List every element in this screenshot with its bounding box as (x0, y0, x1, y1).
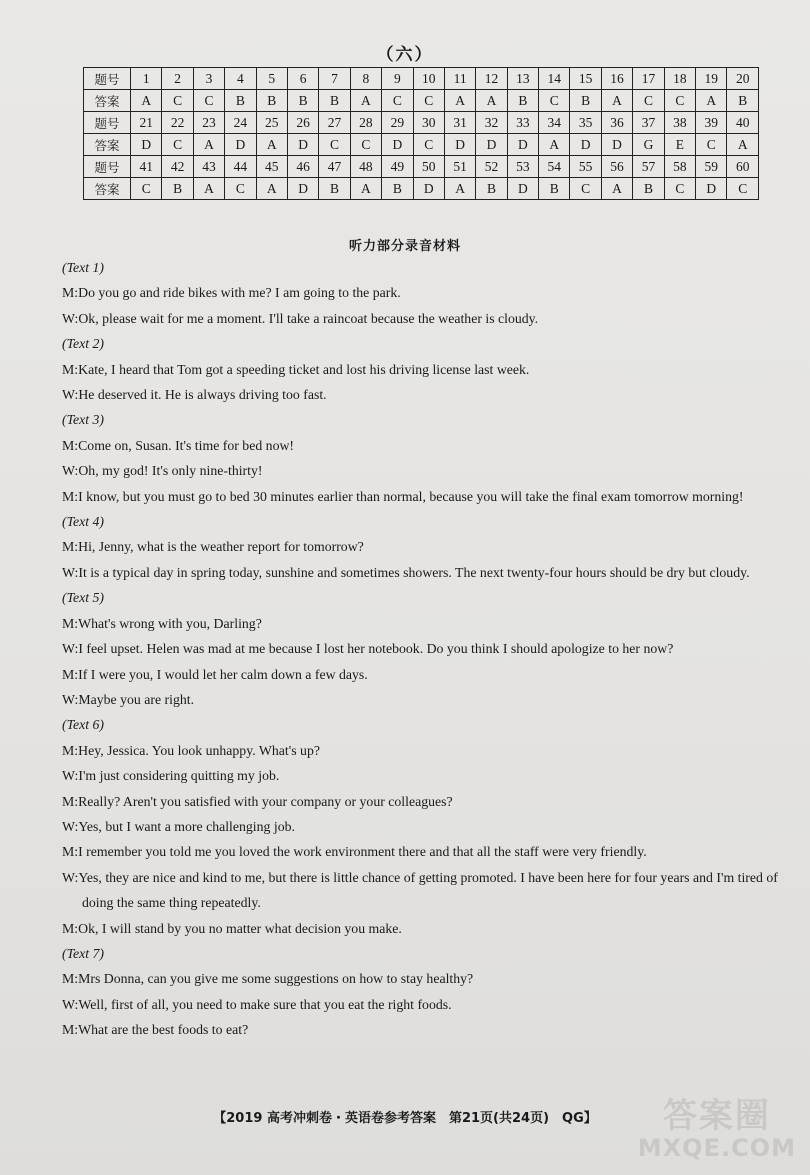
table-cell: D (131, 134, 162, 156)
table-cell: C (193, 90, 224, 112)
table-cell: B (476, 178, 507, 200)
table-cell: A (444, 178, 475, 200)
table-cell: 58 (664, 156, 695, 178)
table-cell: D (601, 134, 632, 156)
table-cell: 30 (413, 112, 444, 134)
row-header: 题号 (84, 156, 131, 178)
table-cell: 51 (444, 156, 475, 178)
table-cell: 38 (664, 112, 695, 134)
table-cell: C (350, 134, 381, 156)
table-cell: D (225, 134, 256, 156)
table-cell: 16 (601, 68, 632, 90)
table-row (84, 156, 759, 178)
table-cell: A (476, 90, 507, 112)
table-cell: B (633, 178, 664, 200)
section-title: 听力部分录音材料 (348, 239, 461, 254)
table-cell: D (696, 178, 727, 200)
row-header: 答案 (84, 178, 131, 200)
table-cell: A (350, 178, 381, 200)
table-cell: 23 (193, 112, 224, 134)
table-cell: 4 (225, 68, 256, 90)
table-cell: G (633, 134, 664, 156)
table-cell: 42 (162, 156, 193, 178)
table-row (84, 90, 759, 112)
table-cell: C (131, 178, 162, 200)
dialogue-line: M:What's wrong with you, Darling? (62, 615, 262, 631)
dialogue-line: M:Kate, I heard that Tom got a speeding ticket and lost his driving license last week. (62, 361, 530, 377)
table-cell: D (413, 178, 444, 200)
table-cell: C (319, 134, 350, 156)
table-cell: 20 (727, 68, 759, 90)
row-header: 答案 (84, 90, 131, 112)
dialogue-line: M:Hey, Jessica. You look unhappy. What's up? (62, 742, 320, 758)
table-cell: D (382, 134, 413, 156)
table-cell: 32 (476, 112, 507, 134)
table-cell: B (539, 178, 570, 200)
text-label: (Text 2) (62, 336, 105, 352)
table-cell: 3 (193, 68, 224, 90)
table-cell: 7 (319, 68, 350, 90)
table-cell: C (413, 90, 444, 112)
watermark (638, 1097, 796, 1161)
dialogue-line: W:Ok, please wait for me a moment. I'll take a raincoat because the weather is cloudy. (62, 310, 539, 326)
dialogue-line: W:He deserved it. He is always driving too fast. (62, 387, 327, 403)
table-cell: 24 (225, 112, 256, 134)
answer-table (83, 67, 759, 200)
table-cell: 2 (162, 68, 193, 90)
table-cell: A (193, 178, 224, 200)
table-cell: A (193, 134, 224, 156)
table-cell: D (570, 134, 601, 156)
table-cell: 53 (507, 156, 538, 178)
row-header: 答案 (84, 134, 131, 156)
table-cell: A (601, 178, 632, 200)
table-cell: 36 (601, 112, 632, 134)
table-cell: 52 (476, 156, 507, 178)
table-cell: B (225, 90, 256, 112)
table-cell: 57 (633, 156, 664, 178)
table-cell: 5 (256, 68, 287, 90)
table-cell: A (131, 90, 162, 112)
table-cell: 50 (413, 156, 444, 178)
watermark-main: 答案圈 (662, 1096, 771, 1136)
table-cell: 12 (476, 68, 507, 90)
table-cell: C (633, 90, 664, 112)
table-cell: 18 (664, 68, 695, 90)
table-cell: B (570, 90, 601, 112)
dialogue-line: M:I know, but you must go to bed 30 minutes earlier than normal, because you will take the final exam tomorrow morning! (62, 488, 744, 504)
table-cell: D (287, 134, 318, 156)
table-cell: 1 (131, 68, 162, 90)
table-cell: D (507, 178, 538, 200)
table-cell: 17 (633, 68, 664, 90)
table-cell: 31 (444, 112, 475, 134)
table-cell: C (696, 134, 727, 156)
table-cell: C (570, 178, 601, 200)
dialogue-line: W:Yes, but I want a more challenging job. (62, 818, 295, 834)
table-cell: 40 (727, 112, 759, 134)
dialogue-line: M:Come on, Susan. It's time for bed now! (62, 437, 295, 453)
row-header: 题号 (84, 112, 131, 134)
table-cell: 37 (633, 112, 664, 134)
dialogue-line: W:I'm just considering quitting my job. (62, 768, 280, 784)
dialogue-line: W:Yes, they are nice and kind to me, but there is little chance of getting promoted. I have been here for four years and I'm tired of doing the same thing repeatedly. (62, 869, 778, 911)
dialogue-line: M:Ok, I will stand by you no matter what decision you make. (62, 920, 402, 936)
table-row (84, 68, 759, 90)
table-cell: C (382, 90, 413, 112)
table-cell: 45 (256, 156, 287, 178)
table-cell: B (319, 90, 350, 112)
table-cell: C (162, 90, 193, 112)
table-cell: 8 (350, 68, 381, 90)
text-label: (Text 5) (62, 590, 105, 606)
table-cell: 11 (444, 68, 475, 90)
dialogue-line: M:Really? Aren't you satisfied with your company or your colleagues? (62, 793, 453, 809)
table-cell: 48 (350, 156, 381, 178)
table-cell: B (382, 178, 413, 200)
table-cell: 25 (256, 112, 287, 134)
table-cell: 13 (507, 68, 538, 90)
table-cell: A (444, 90, 475, 112)
table-cell: 14 (539, 68, 570, 90)
table-cell: E (664, 134, 695, 156)
table-cell: C (664, 90, 695, 112)
table-cell: 49 (382, 156, 413, 178)
dialogue-line: M:I remember you told me you loved the work environment there and that all the staff were very friendly. (62, 844, 647, 860)
table-cell: 6 (287, 68, 318, 90)
watermark-sub: MXQE.COM (637, 1134, 796, 1162)
page-footer: 【2019 高考冲刺卷・英语卷参考答案 第21页(共24页) QG】 (213, 1111, 597, 1126)
table-cell: 39 (696, 112, 727, 134)
table-cell: C (727, 178, 759, 200)
table-cell: 29 (382, 112, 413, 134)
table-cell: 28 (350, 112, 381, 134)
table-cell: D (507, 134, 538, 156)
table-cell: 19 (696, 68, 727, 90)
table-cell: 41 (131, 156, 162, 178)
text-label: (Text 7) (62, 945, 105, 961)
table-cell: B (727, 90, 759, 112)
table-row (84, 178, 759, 200)
table-cell: C (162, 134, 193, 156)
table-cell: 54 (539, 156, 570, 178)
listening-transcript (62, 255, 790, 1043)
table-cell: A (256, 178, 287, 200)
table-cell: 35 (570, 112, 601, 134)
table-cell: C (664, 178, 695, 200)
dialogue-line: M:Do you go and ride bikes with me? I am going to the park. (62, 285, 401, 301)
page-title: （六） (376, 45, 434, 65)
table-cell: B (162, 178, 193, 200)
table-cell: D (287, 178, 318, 200)
table-row (84, 112, 759, 134)
table-cell: 47 (319, 156, 350, 178)
dialogue-line: W:I feel upset. Helen was mad at me because I lost her notebook. Do you think I should apologize to her now? (62, 641, 674, 657)
table-cell: 15 (570, 68, 601, 90)
table-cell: 55 (570, 156, 601, 178)
table-cell: 59 (696, 156, 727, 178)
table-cell: A (727, 134, 759, 156)
table-cell: 44 (225, 156, 256, 178)
table-cell: D (444, 134, 475, 156)
table-row (84, 134, 759, 156)
table-cell: A (256, 134, 287, 156)
dialogue-line: W:Oh, my god! It's only nine-thirty! (62, 463, 263, 479)
table-cell: D (476, 134, 507, 156)
dialogue-line: M:Hi, Jenny, what is the weather report for tomorrow? (62, 539, 364, 555)
text-label: (Text 3) (62, 412, 105, 428)
table-cell: 34 (539, 112, 570, 134)
row-header: 题号 (84, 68, 131, 90)
table-cell: 43 (193, 156, 224, 178)
dialogue-line: W:It is a typical day in spring today, sunshine and sometimes showers. The next twenty-four hours should be dry but cloudy. (62, 564, 750, 580)
table-cell: 46 (287, 156, 318, 178)
table-cell: C (539, 90, 570, 112)
dialogue-line: W:Well, first of all, you need to make sure that you eat the right foods. (62, 996, 452, 1012)
text-label: (Text 4) (62, 514, 105, 530)
table-cell: 33 (507, 112, 538, 134)
table-cell: B (507, 90, 538, 112)
table-cell: B (256, 90, 287, 112)
table-cell: 56 (601, 156, 632, 178)
table-cell: 21 (131, 112, 162, 134)
table-cell: A (350, 90, 381, 112)
dialogue-line: M:What are the best foods to eat? (62, 1022, 249, 1038)
table-cell: 60 (727, 156, 759, 178)
table-cell: A (696, 90, 727, 112)
text-label: (Text 6) (62, 717, 105, 733)
table-cell: 27 (319, 112, 350, 134)
table-cell: A (601, 90, 632, 112)
table-cell: 26 (287, 112, 318, 134)
dialogue-line: M:If I were you, I would let her calm down a few days. (62, 666, 368, 682)
table-cell: 10 (413, 68, 444, 90)
table-cell: 22 (162, 112, 193, 134)
text-label: (Text 1) (62, 260, 105, 275)
table-cell: B (287, 90, 318, 112)
table-cell: 9 (382, 68, 413, 90)
dialogue-line: M:Mrs Donna, can you give me some suggestions on how to stay healthy? (62, 971, 474, 987)
table-cell: C (413, 134, 444, 156)
table-cell: A (539, 134, 570, 156)
dialogue-line: W:Maybe you are right. (62, 691, 195, 707)
table-cell: C (225, 178, 256, 200)
table-cell: B (319, 178, 350, 200)
